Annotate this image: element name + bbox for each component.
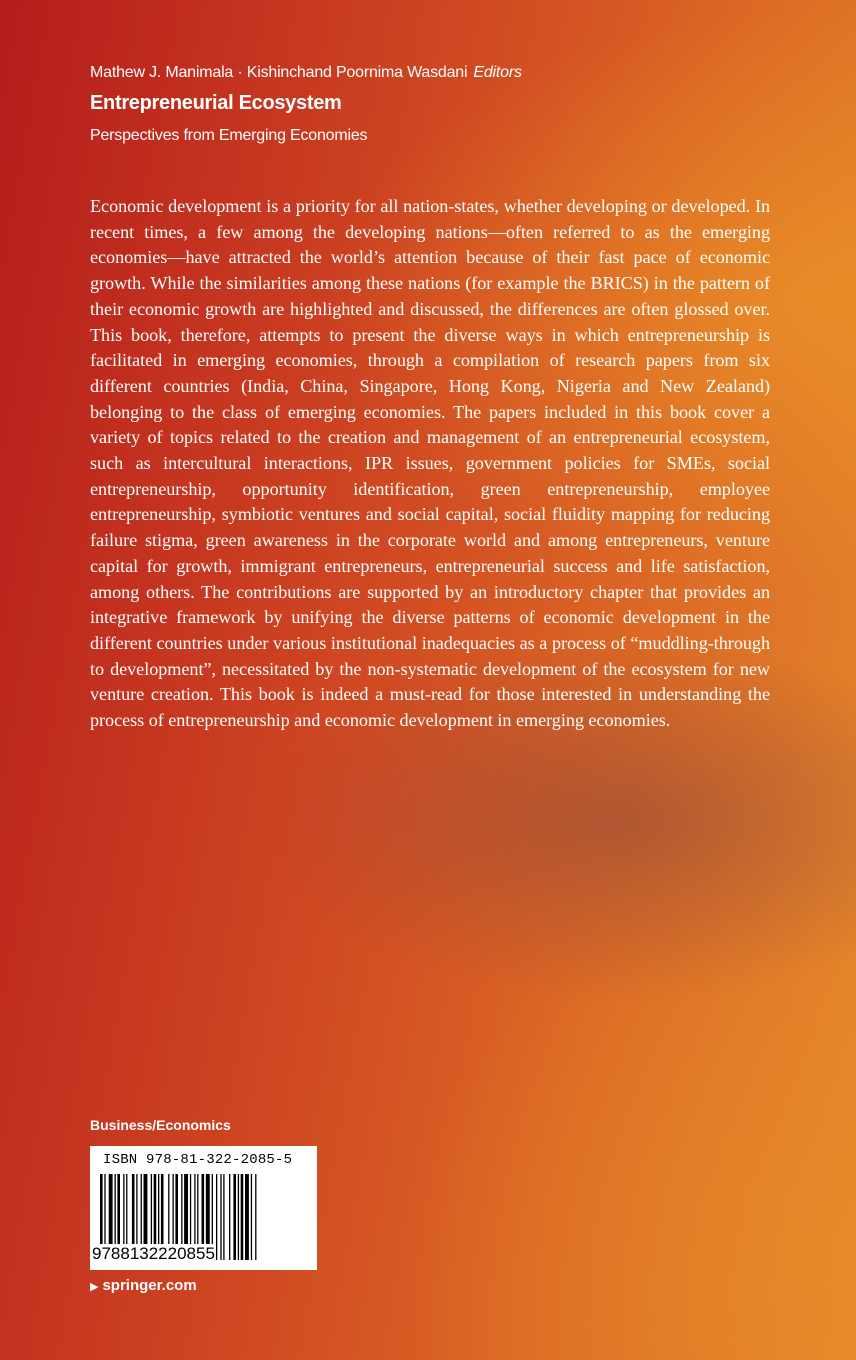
editors-line — [90, 64, 522, 82]
triangle-right-icon: ▶ — [90, 1281, 99, 1293]
website-text: springer.com — [102, 1277, 197, 1294]
book-subtitle: Perspectives from Emerging Economies — [90, 127, 368, 144]
book-title: Entrepreneurial Ecosystem — [90, 92, 342, 114]
isbn-text: ISBN 978-81-322-2085-5 — [103, 1152, 293, 1168]
category-label: Business/Economics — [90, 1117, 231, 1133]
editors-role: Editors — [473, 64, 522, 81]
barcode-panel — [90, 1146, 317, 1270]
barcode-digits — [91, 1244, 316, 1264]
barcode-digits-text: 9788132220855 — [92, 1244, 215, 1263]
back-cover-blurb: Economic development is a priority for all nation-states, whether developing or developed. In recent times, a few among the developing nations—often referred to as the emerging economies—have attracted the world’s attention because of their fast pace of economic growth. While the similarities among these nations (for example the BRICS) in the pattern of their economic growth are highlighted and discussed, the differences are often glossed over. This book, therefore, attempts to present the diverse ways in which entrepreneurship is facilitated in emerging economies, through a compilation of research papers from six different countries (India, China, Singapore, Hong Kong, Nigeria and New Zealand) belonging to the class of emerging economies. The papers included in this book cover a variety of topics related to the creation and management of an entrepreneurial ecosystem, such as intercultural interactions, IPR issues, government policies for SMEs, social entrepreneurship, opportunity identification, green entrepreneurship, employee entrepreneurship, symbiotic ventures and social capital, social fluidity mapping for reducing failure stigma, green awareness in the corporate world and among entrepreneurs, venture capital for growth, immigrant entrepreneurs, entrepreneurial success and life satisfaction, among others. The contributions are supported by an introductory chapter that provides an integrative framework by unifying the diverse patterns of economic development in the different countries under various institutional inadequacies as a process of “muddling-through to development”, necessitated by the non-systematic development of the ecosystem for new venture creation. This book is indeed a must-read for those interested in understanding the process of entrepreneurship and economic development in emerging economies. — [90, 196, 770, 731]
publisher-website[interactable] — [90, 1277, 197, 1294]
editors-names: Mathew J. Manimala · Kishinchand Poornima Wasdani — [90, 64, 468, 81]
